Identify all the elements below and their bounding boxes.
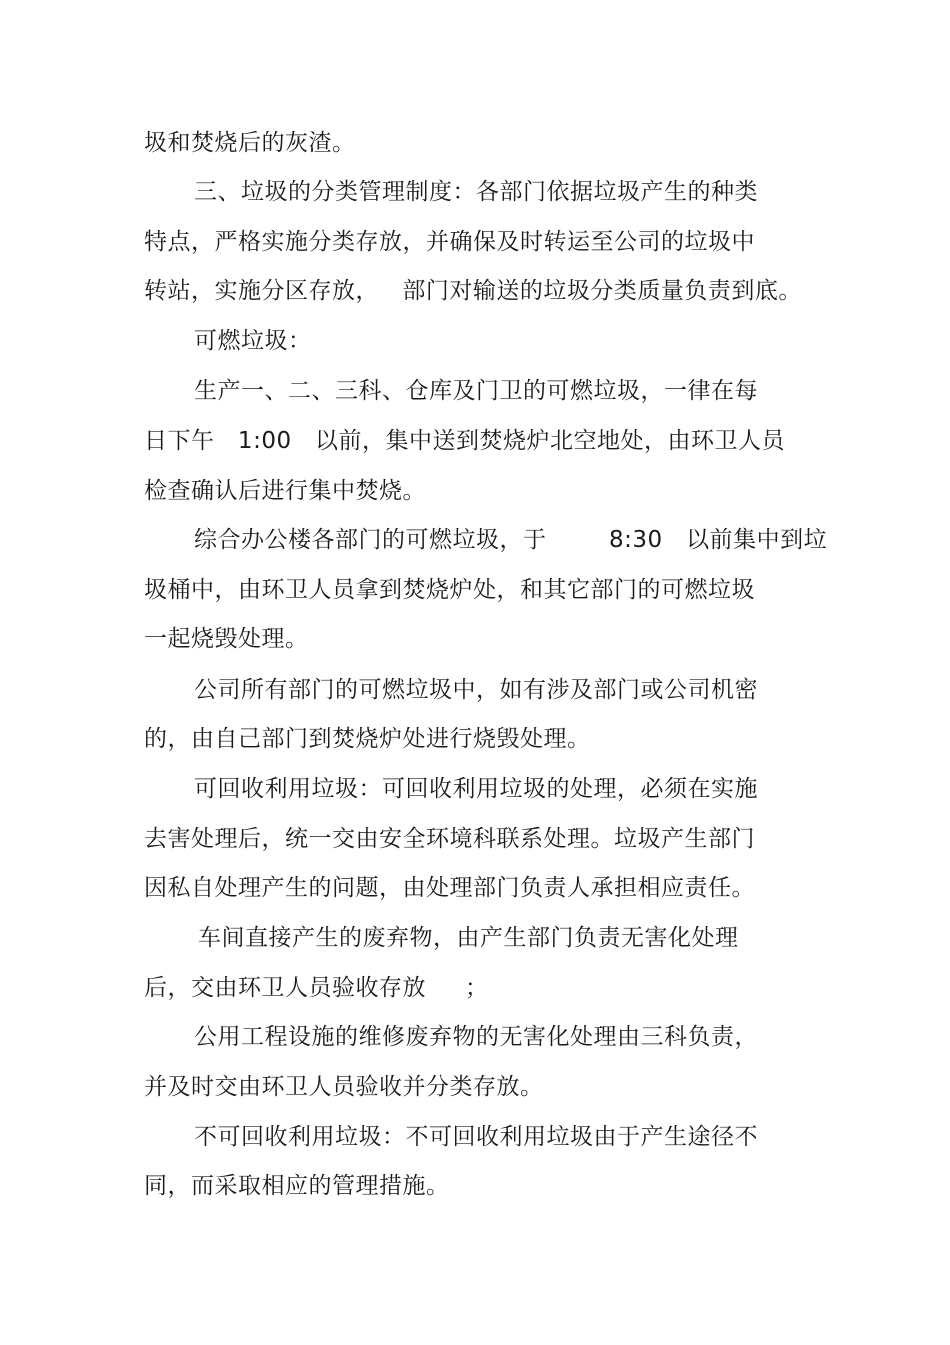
text-line: 去害处理后，统一交由安全环境科联系处理。垃圾产生部门	[144, 826, 755, 852]
text-line: 的，由自己部门到焚烧炉处进行烧毁处理。	[144, 726, 591, 752]
text-line: 生产一、二、三科、仓库及门卫的可燃垃圾，一律在每	[194, 378, 758, 404]
text-line: 特点，严格实施分类存放，并确保及时转运至公司的垃圾中	[144, 229, 755, 255]
text-line: 并及时交由环卫人员验收并分类存放。	[144, 1074, 544, 1100]
text-line: 三、垃圾的分类管理制度：各部门依据垃圾产生的种类	[194, 179, 758, 205]
text-line: 圾和焚烧后的灰渣。	[144, 130, 356, 156]
text-line: 可燃垃圾：	[194, 328, 312, 354]
text-line: 转站，实施分区存放， 部门对输送的垃圾分类质量负责到底。	[144, 278, 802, 304]
text-line: 可回收利用垃圾：可回收利用垃圾的处理，必须在实施	[194, 776, 758, 802]
text-line: 一起烧毁处理。	[144, 626, 309, 652]
text-line: 车间直接产生的废弃物，由产生部门负责无害化处理	[198, 925, 739, 951]
text-line: 公用工程设施的维修废弃物的无害化处理由三科负责，	[194, 1024, 758, 1050]
text-line: 日下午 1:00 以前，集中送到焚烧炉北空地处，由环卫人员	[144, 428, 786, 454]
text-line: 综合办公楼各部门的可燃垃圾，于 8:30 以前集中到垃	[194, 527, 828, 553]
text-line: 后，交由环卫人员验收存放 ；	[144, 975, 489, 1001]
text-line: 公司所有部门的可燃垃圾中，如有涉及部门或公司机密	[194, 677, 758, 703]
text-line: 因私自处理产生的问题，由处理部门负责人承担相应责任。	[144, 875, 755, 901]
text-line: 不可回收利用垃圾：不可回收利用垃圾由于产生途径不	[194, 1124, 758, 1150]
text-line: 同，而采取相应的管理措施。	[144, 1173, 450, 1199]
text-line: 圾桶中，由环卫人员拿到焚烧炉处，和其它部门的可燃垃圾	[144, 577, 755, 603]
text-line: 检查确认后进行集中焚烧。	[144, 478, 426, 504]
